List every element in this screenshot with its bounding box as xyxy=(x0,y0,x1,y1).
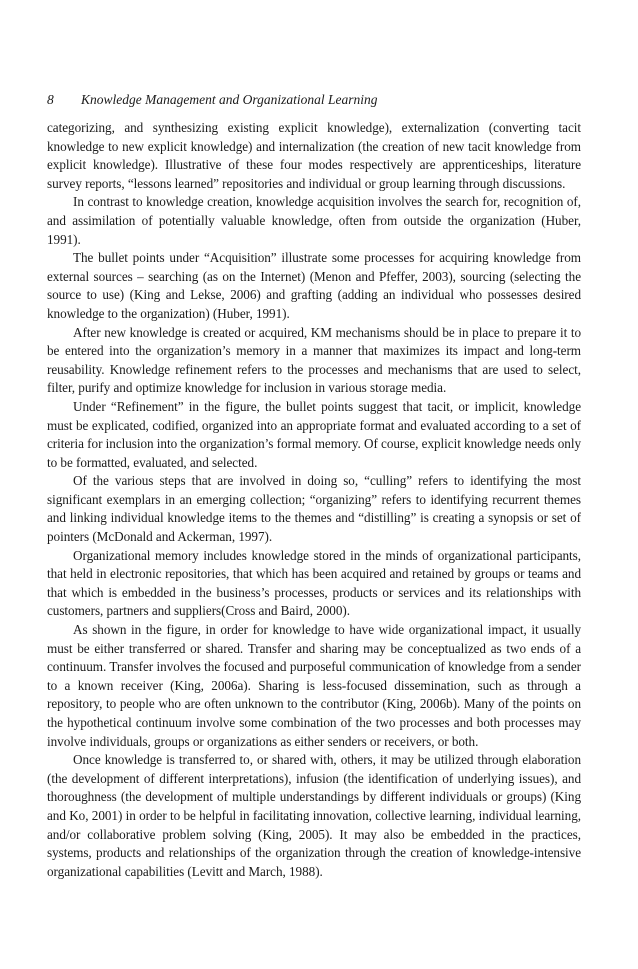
book-page xyxy=(47,91,581,881)
page-number: 8 xyxy=(47,92,54,107)
paragraph-refinement-bullets: Under “Refinement” in the figure, the bullet points suggest that tacit, or implicit, knowledge must be explicated, codified, organized into an appropriate format and evaluated according to a set of criteria for inclusion into the organization’s formal memory. Of course, explicit knowledge needs only to be formatted, evaluated, and selected. xyxy=(47,398,581,470)
paragraph-transfer-sharing: As shown in the figure, in order for knowledge to have wide organizational impact, it usually must be either transferred or shared. Transfer and sharing may be conceptualized as two ends of a continuum. Transfer involves the focused and purposeful communication of knowledge from a sender to a known receiver (King, 2006a). Sharing is less-focused dissemination, such as through a repository, to people who are often unknown to the contributor (King, 2006b). Many of the points on the hypothetical continuum involve some combination of the two processes and both processes may involve individuals, groups or organizations as either senders or receivers, or both. xyxy=(47,622,581,749)
paragraph-knowledge-acquisition: In contrast to knowledge creation, knowledge acquisition involves the search for, recognition of, and assimilation of potentially valuable knowledge, often from outside the organization (Huber, 1991). xyxy=(47,194,581,247)
paragraph-knowledge-refinement: After new knowledge is created or acquired, KM mechanisms should be in place to prepare it to be entered into the organization’s memory in a manner that maximizes its impact and long-term reusability. Knowledge refinement refers to the processes and mechanisms that are used to select, filter, purify and optimize knowledge for inclusion in various storage media. xyxy=(47,324,581,396)
paragraph-culling-organizing: Of the various steps that are involved in doing so, “culling” refers to identifying the most significant exemplars in an emerging collection; “organizing” refers to identifying recurrent themes and linking individual knowledge items to the themes and “distilling” is creating a synopsis or set of pointers (McDonald and Ackerman, 1997). xyxy=(47,473,581,545)
paragraph-modes-continuation: categorizing, and synthesizing existing explicit knowledge), externalization (converting tacit knowledge to new explicit knowledge) and internalization (the creation of new tacit knowledge from explicit knowledge). Illustrative of these four modes respectively are apprenticeships, literature survey reports, “lessons learned” repositories and individual or group learning through discussions. xyxy=(47,120,581,191)
paragraph-acquisition-bullets: The bullet points under “Acquisition” illustrate some processes for acquiring knowledge from external sources – searching (as on the Internet) (Menon and Pfeffer, 2003), sourcing (selecting the source to use) (King and Lekse, 2006) and grafting (adding an individual who possesses desired knowledge to the organization) (Huber, 1991). xyxy=(47,250,581,321)
running-title: Knowledge Management and Organizational Learning xyxy=(81,92,378,107)
paragraph-organizational-memory: Organizational memory includes knowledge stored in the minds of organizational participants, that held in electronic repositories, that which has been acquired and retained by groups or teams and that which is embedded in the business’s processes, products or services and its relationships with customers, partners and suppliers(Cross and Baird, 2000). xyxy=(47,547,581,619)
running-head xyxy=(47,91,581,109)
body-text xyxy=(47,119,581,881)
paragraph-utilization: Once knowledge is transferred to, or shared with, others, it may be utilized through elaboration (the development of different interpretations), infusion (the identification of underlying issues), and thoroughness (the development of multiple understandings by different individuals or groups) (King and Ko, 2001) in order to be helpful in facilitating innovation, collective learning, individual learning, and/or collaborative problem solving (King, 2005). It may also be embedded in the practices, systems, products and relationships of the organization through the creation of knowledge-intensive organizational capabilities (Levitt and March, 1988). xyxy=(47,752,581,879)
